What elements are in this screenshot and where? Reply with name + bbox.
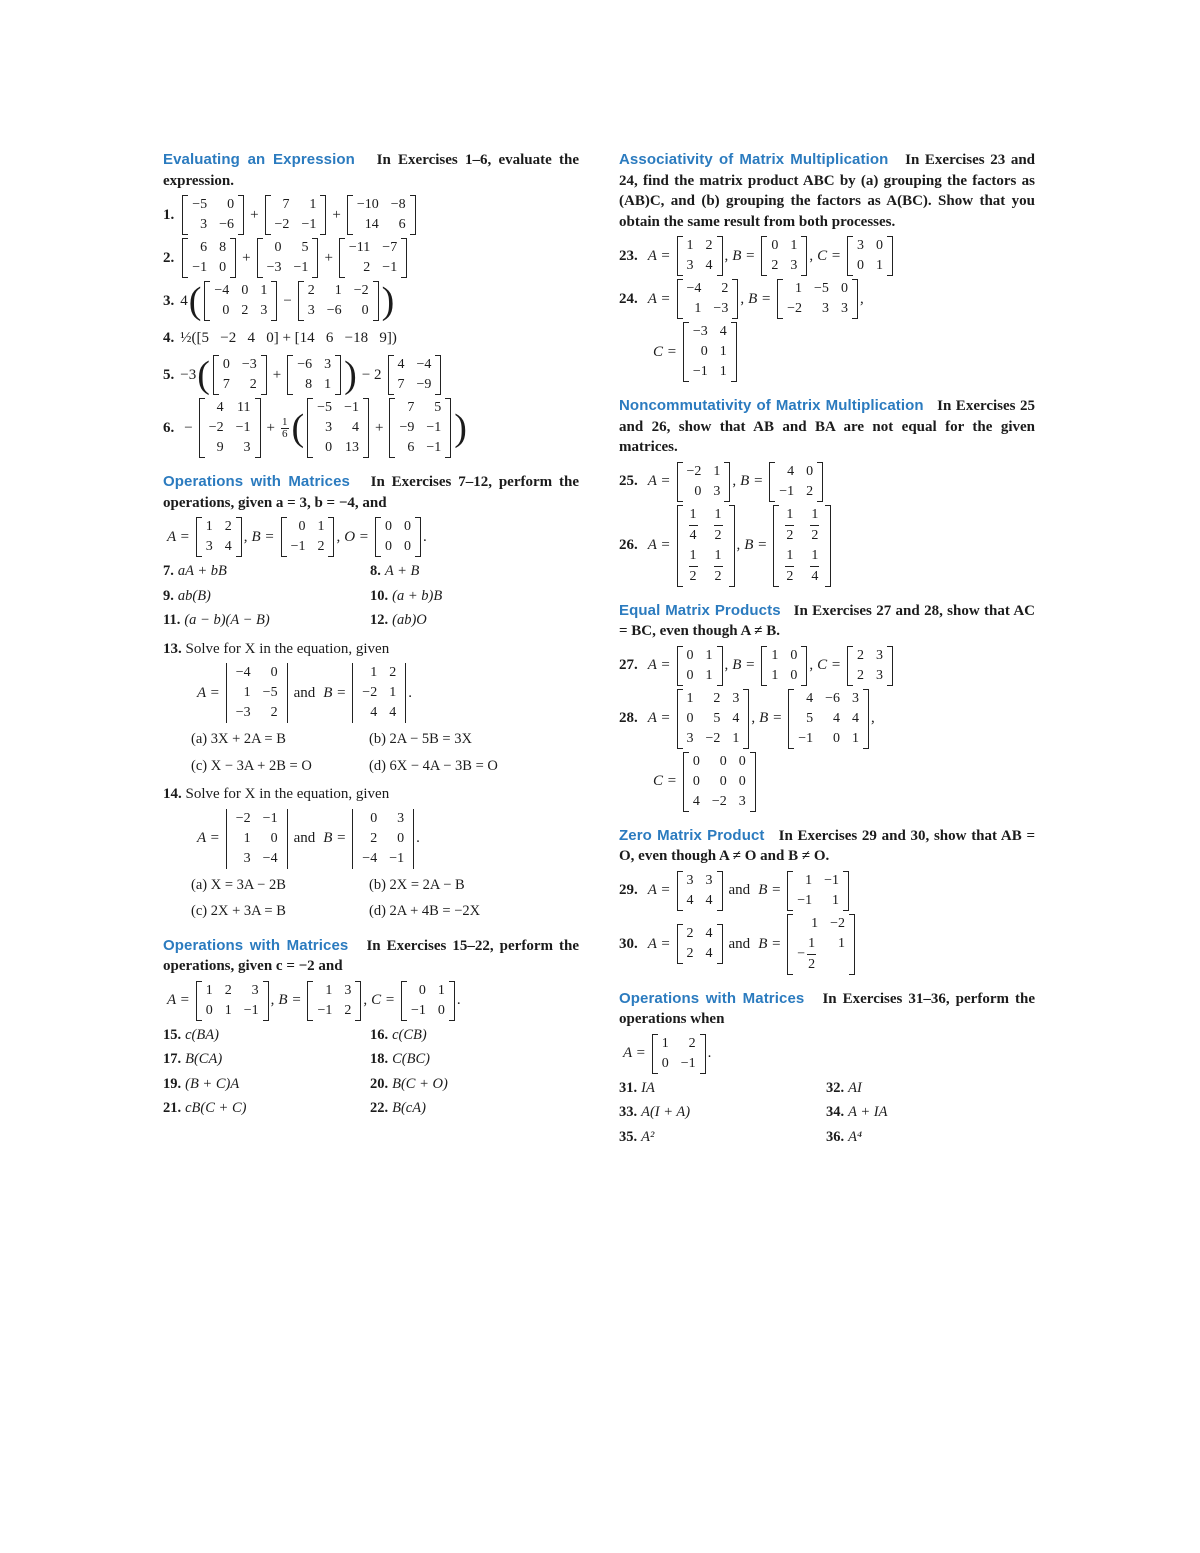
exercise-2: 2. 6 −1 8 0 + 0 −3 5 −1 + −11 2 −7 −1 xyxy=(163,238,579,278)
exercise-item: 18. C(BC) xyxy=(370,1051,430,1067)
matrix: 6 −1 8 0 xyxy=(182,238,236,278)
exercise-item: 32. AI xyxy=(826,1079,862,1096)
exercise-13: 13. Solve for X in the equation, given A = −4 1 −3 0 −5 2 and B = 1 −2 4 2 1 4 . (a) 3X + 2A = B (b) 2A − 5B = 3X (c) X − 3A + 2B = O (d) 6X − 4A − 3B = O xyxy=(163,639,579,777)
exercise-item: 33. A(I + A) xyxy=(619,1104,691,1120)
exercise-4: 4. ½([5 −2 4 0] + [14 6 −18 9]) xyxy=(163,329,397,346)
exercise-item: 31. IA xyxy=(619,1079,655,1096)
exercise-23: 23. A = 1 3 2 4 , B = 0 2 1 3 , C = 3 0 0 1 xyxy=(619,236,1035,276)
exercise-item: 34. A + IA xyxy=(826,1104,888,1120)
sub-part: (d) 2A + 4B = −2X xyxy=(369,903,481,919)
matrix: 7 −2 1 −1 xyxy=(265,195,327,235)
exercise-1: 1. −5 3 0 −6 + 7 −2 1 −1 + −10 14 −8 6 xyxy=(163,195,579,235)
matrix: 4 7 −4 −9 xyxy=(388,355,442,395)
exercise-item: 17. B(CA) xyxy=(163,1051,223,1067)
matrix: −4 0 0 2 1 3 xyxy=(204,281,277,321)
sub-part: (b) 2X = 2A − B xyxy=(369,876,465,893)
exercise-27: 27. A = 0 0 1 1 , B = 1 1 0 0 , C = 2 2 3 3 xyxy=(619,646,1035,686)
sub-part: (a) X = 3A − 2B xyxy=(191,876,286,893)
sub-part: (c) 2X + 3A = B xyxy=(191,903,286,919)
exercise-5: 5. −3 ( 0 7 −3 2 + −6 8 3 1 ) − 2 4 7 −4 −9 xyxy=(163,355,579,395)
exercise-item: 8. A + B xyxy=(370,563,420,579)
matrix: −10 14 −8 6 xyxy=(347,195,416,235)
exercise-item: 21. cB(C + C) xyxy=(163,1100,247,1116)
section-instructions: In Exercises 1–6, evaluate the expression. xyxy=(163,152,580,189)
exercise-item: 12. (ab)O xyxy=(370,612,427,628)
matrix-b: 0 −1 1 2 xyxy=(281,517,335,557)
sub-part: (c) X − 3A + 2B = O xyxy=(191,757,312,774)
matrix: 7 −9 6 5 −1 −1 xyxy=(389,398,451,458)
exercise-28: 28. A = 1 0 3 2 5 −2 3 4 1 , B = 4 5 −1 −6 4 0 3 4 1 , xyxy=(619,689,1035,749)
matrix: −5 3 0 −1 4 13 xyxy=(307,398,369,458)
exercise-item: 35. A² xyxy=(619,1128,655,1145)
exercise-item: 19. (B + C)A xyxy=(163,1075,240,1092)
matrix: 2 3 1 −6 −2 0 xyxy=(298,281,379,321)
exercise-24: 24. A = −4 1 2 −3 , B = 1 −2 −5 3 0 3 , xyxy=(619,279,1035,319)
section-equal-products: Equal Matrix Products In Exercises 27 and 28, show that AC = BC, even though A ≠ B. 27. A = 0 0 1 1 , B = 1 1 0 0 , C = 2 2 3 3 28. A = 1 0 3 2 5 −2 3 4 1 , B = 4 5 −1 −6 4 0 3 4 1 , C = 0 0 4 0 0 −2 0 0 3 xyxy=(619,601,1035,812)
matrix: 0 7 −3 2 xyxy=(213,355,267,395)
right-column xyxy=(619,150,1035,1161)
sub-part: (d) 6X − 4A − 3B = O xyxy=(369,757,498,774)
section-noncommutativity: Noncommutativity of Matrix Multiplication In Exercises 25 and 26, show that AB and BA are not equal for the given matrices. 25. A = −2 0 1 3 , B = 4 −1 0 2 26. A = $\frac{1}{4}$ $\frac{1}{2}$ $\frac{1}{2}$ $\frac{1}{2}$ , B = $\frac{1}{2}$ $\frac{1}{2}$ $\frac{1}{2}$ $\frac{1}{4}$ xyxy=(619,396,1035,587)
exercise-14: 14. Solve for X in the equation, given A = −2 1 3 −1 0 −4 and B = 0 2 −4 3 0 −1 . (a) X = 3A − 2B (b) 2X = 2A − B (c) 2X + 3A = B (d) 2A + 4B = −2X xyxy=(163,784,579,922)
section-associativity: Associativity of Matrix Multiplication In Exercises 23 and 24, find the matrix product ABC by (a) grouping the factors as (AB)C, and (b) grouping the factors as A(BC). Show that you obtain the same result from both processes. 23. A = 1 3 2 4 , B = 0 2 1 3 , C = 3 0 0 1 24. A = −4 1 2 −3 , B = 1 −2 −5 3 0 3 , C = −3 0 −1 4 1 1 xyxy=(619,150,1035,382)
exercise-item: 11. (a − b)(A − B) xyxy=(163,612,270,628)
section-operations-31-36: Operations with Matrices In Exercises 31–36, perform the operations when A = 1 0 2 −1 . 31. IA 32. AI 33. A(I + A) 34. A + IA 35. A² 36. A⁴ xyxy=(619,989,1035,1148)
exercise-item: 22. B(cA) xyxy=(370,1100,426,1116)
section-operations-7-12: Operations with Matrices In Exercises 7–12, perform the operations, given a = 3, b = −4, and A = 1 3 2 4 , B = 0 −1 1 2 , O = 0 0 0 0 . 7. aA + bB 8. A + B 9. ab(B) 10. (a + b)B 11. (a − b)(A − B) 12. (ab)O 13. Solve for X in the equation, given A = −4 1 −3 0 −5 2 and B = 1 −2 4 2 1 4 . (a) 3X + 2A = B (b) 2A − 5B = 3X (c) X − 3A + 2B = O (d) 6X − 4A − 3B = O 14. Solve for X in the equation, given A = −2 1 3 −1 0 −4 and B = 0 2 −4 3 0 −1 . (a) X = 3A − 2B (b) 2X = 2A − B (c) 2X + 3A = B (d) 2A + 4B = −2X xyxy=(163,472,579,922)
exercise-item: 36. A⁴ xyxy=(826,1128,863,1145)
exercise-25: 25. A = −2 0 1 3 , B = 4 −1 0 2 xyxy=(619,462,1035,502)
left-column xyxy=(163,150,579,1133)
matrix: −5 3 0 −6 xyxy=(182,195,244,235)
section-title: Evaluating an Expression xyxy=(163,151,355,168)
matrix-o: 0 0 0 0 xyxy=(375,517,421,557)
matrix-a: 1 3 2 4 xyxy=(196,517,242,557)
section-operations-15-22: Operations with Matrices In Exercises 15–22, perform the operations, given c = −2 and A = 1 0 2 1 3 −1 , B = 1 −1 3 2 , C = 0 −1 1 0 . 15. c(BA) 16. c(CB) 17. B(CA) 18. C(BC) 19. (B + C)A 20. B(C + O) 21. cB(C + C) 22. B(cA) xyxy=(163,936,579,1119)
matrix: 4 −2 9 11 −1 3 xyxy=(199,398,261,458)
exercise-item: 9. ab(B) xyxy=(163,587,211,604)
sub-part: (b) 2A − 5B = 3X xyxy=(369,731,472,747)
exercise-6: 6. − 4 −2 9 11 −1 3 + $\frac{1}{6}$ ( −5 3 0 −1 4 13 + 7 −9 6 5 −1 −1 ) xyxy=(163,398,579,458)
matrix: −6 8 3 1 xyxy=(287,355,341,395)
matrix: −11 2 −7 −1 xyxy=(339,238,407,278)
exercise-item: 20. B(C + O) xyxy=(370,1075,448,1092)
sub-part: (a) 3X + 2A = B xyxy=(191,731,286,747)
exercise-26: 26. A = $\frac{1}{4}$ $\frac{1}{2}$ $\frac{1}{2}$ $\frac{1}{2}$ , B = $\frac{1}{2}$ $\frac{1}{2}$ $\frac{1}{2}$ $\frac{1}{4}$ xyxy=(619,505,1035,587)
exercise-item: 7. aA + bB xyxy=(163,563,227,579)
matrix: 0 −3 5 −1 xyxy=(257,238,319,278)
exercise-item: 16. c(CB) xyxy=(370,1026,427,1043)
exercise-30: 30. A = 2 2 4 4 and B = 1 − $\frac{1}{2}$ −2 1 xyxy=(619,914,1035,975)
exercise-item: 10. (a + b)B xyxy=(370,587,443,604)
exercise-3: 3. 4 ( −4 0 0 2 1 3 − 2 3 1 −6 −2 0 ) xyxy=(163,280,395,322)
section-evaluating-expression xyxy=(163,150,579,458)
exercise-29: 29. A = 3 4 3 4 and B = 1 −1 −1 1 xyxy=(619,871,1035,911)
section-zero-product: Zero Matrix Product In Exercises 29 and 30, show that AB = O, even though A ≠ O and B ≠ O. 29. A = 3 4 3 4 and B = 1 −1 −1 1 30. A = 2 2 4 4 and B = 1 − $\frac{1}{2}$ −2 1 xyxy=(619,826,1035,975)
exercise-item: 15. c(BA) xyxy=(163,1026,219,1043)
exercise-list xyxy=(163,561,579,631)
